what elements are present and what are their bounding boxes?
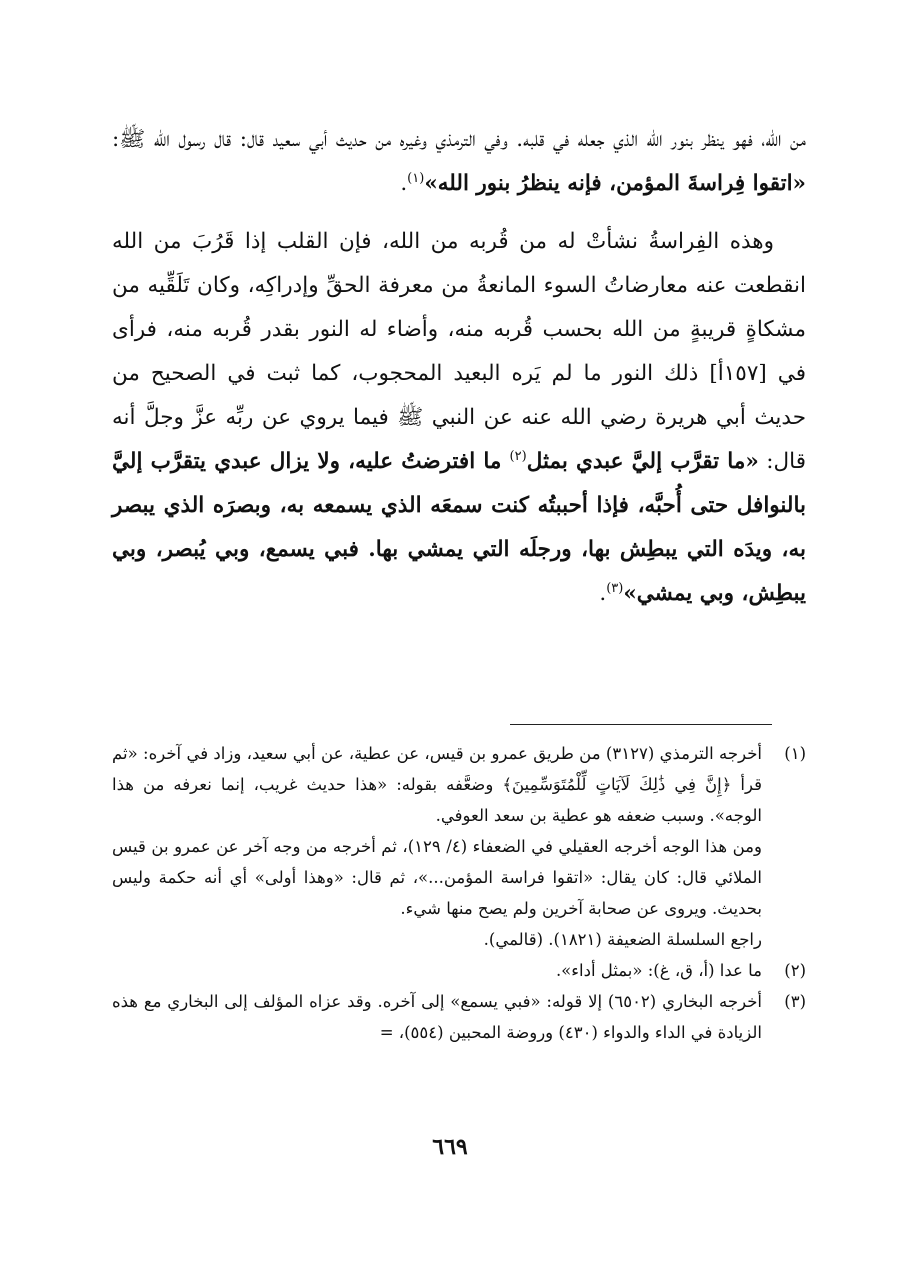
footnote-ref-1[interactable]: (١) (407, 170, 425, 186)
footnote-ref-2[interactable]: (٢) (509, 448, 527, 464)
footnote-number: (٣) (784, 992, 806, 1011)
footnote-line: ما عدا (أ، ق، غ): «بمثل أداء». (555, 961, 762, 980)
footnote-1 (112, 738, 806, 955)
footnote-body (112, 738, 762, 955)
footnote-line: راجع السلسلة الضعيفة (١٨٢١). (قالمي). (483, 930, 762, 949)
footnote-line: أخرجه الترمذي (٣١٢٧) من طريق عمرو بن قيس، عن عطية، عن أبي سعيد، وزاد في آخره: «ثم قرأ ﴿إِنَّ فِي ذَٰلِكَ لَآيَاتٍ لِّلْمُتَوَسِّمِينَ﴾ وضعَّفه بقوله: «هذا حديث غريب، إنما نعرفه من هذا الوجه». وسبب ضعفه هو عطية بن سعد العوفي. (112, 744, 762, 825)
footnote-ref-3[interactable]: (٣) (606, 580, 624, 596)
hadith-quote: «اتقوا فِراسةَ المؤمن، فإنه ينظرُ بنور الله» (424, 171, 806, 196)
page-number: ٦٦٩ (432, 1134, 468, 1160)
footnote-2 (112, 955, 806, 986)
text-segment: . (599, 581, 607, 606)
footnote-3 (112, 986, 806, 1048)
footnote-line: ومن هذا الوجه أخرجه العقيلي في الضعفاء (٤/ ١٢٩)، ثم أخرجه من وجه آخر عن عمرو بن قيس الملائي قال: كان يقال: «اتقوا فراسة المؤمن...»، ثم قال: «وهذا أولى» أي أنه حكمة وليس بحديث. ويروى عن صحابة آخرين ولم يصح منها شيء. (112, 837, 762, 918)
footnote-body (112, 955, 762, 986)
footnote-separator (510, 724, 772, 725)
paragraph-2 (112, 220, 806, 616)
footnote-line: أخرجه البخاري (٦٥٠٢) إلا قوله: «فبي يسمع» إلى آخره. وقد عزاه المؤلف إلى البخاري مع هذه الزيادة في الداء والدواء (٤٣٠) وروضة المحبين (٥٥٤)، = (112, 992, 762, 1042)
main-text (112, 118, 806, 616)
footnote-body (112, 986, 762, 1048)
text-segment: . (400, 171, 408, 196)
paragraph-1 (112, 118, 806, 206)
text-segment: من الله، فهو ينظر بنور الله الذي جعله في قلبه. وفي الترمذي وغيره من حديث أبي سعيد قال: قال رسول الله ﷺ: (112, 127, 806, 152)
hadith-quote: «ما تقرَّب إليَّ عبدي بمثل (526, 449, 759, 474)
hadith-quote: ما افترضتُ عليه، ولا يزال عبدي يتقرَّب إليَّ بالنوافل حتى أُحبَّه، فإذا أحببتُه كنت سمعَه الذي يسمعه به، وبصرَه الذي يبصر به، ويدَه التي يبطِش بها، ورجلَه التي يمشي بها. فبي يسمع، وبي يُبصر، وبي يبطِش، وبي يمشي» (112, 449, 806, 606)
footnotes (112, 738, 806, 1048)
text-segment: وهذه الفِراسةُ نشأتْ له من قُربه من الله، فإن القلب إذا قَرُبَ من الله انقطعت عنه معارضاتُ السوء المانعةُ من معرفة الحقِّ وإدراكِه، وكان تَلَقِّيه من مشكاةٍ قريبةٍ من الله بحسب قُربه منه، وأضاء له النور بقدر قُربه منه، فرأى في [١٥٧أ] ذلك النور ما لم يَره البعيد المحجوب، كما ثبت في الصحيح من حديث أبي هريرة رضي الله عنه عن النبي ﷺ فيما يروي عن ربِّه عزَّ وجلَّ أنه قال: (112, 229, 807, 474)
footnote-number: (١) (784, 744, 806, 763)
footnote-number: (٢) (784, 961, 806, 980)
